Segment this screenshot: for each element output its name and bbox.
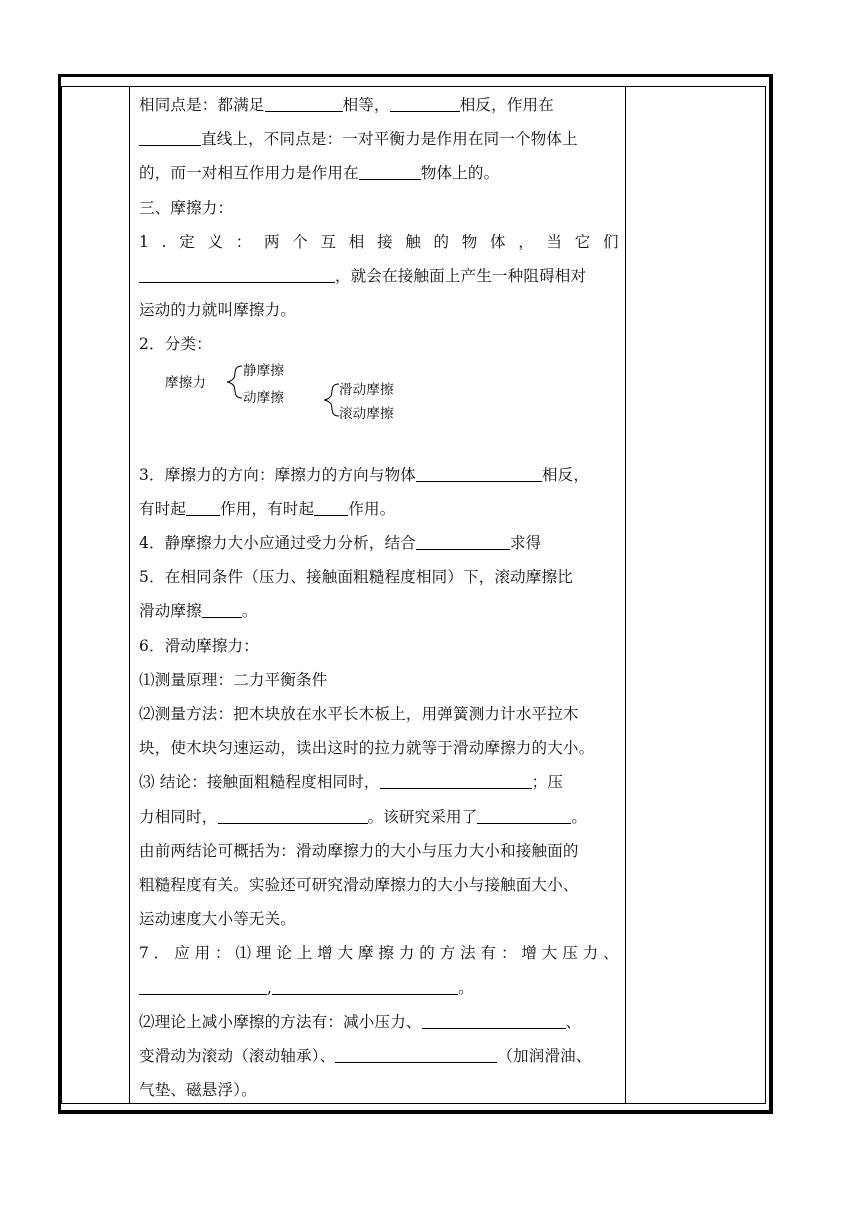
char: . <box>161 232 167 251</box>
line-static-friction <box>139 526 619 560</box>
char: 体 <box>490 232 506 251</box>
fill-blank[interactable] <box>359 161 421 180</box>
text: 相反，作用在 <box>459 96 554 114</box>
line-reduce <box>139 1005 619 1039</box>
diagram-sliding: 滑动摩擦 <box>339 381 394 398</box>
line-interaction <box>139 156 619 190</box>
text: 变滑动为滚动（滚动轴承）、 <box>139 1047 336 1066</box>
column-divider-right <box>625 86 626 1104</box>
line-similarity <box>139 88 619 122</box>
char: 的 <box>419 944 435 963</box>
char: 论 <box>276 944 293 963</box>
line-method: ⑵测量方法：把木块放在水平长木板上，用弹簧测力计水平拉木 <box>139 705 579 724</box>
line-rolling: 5．在相同条件（压力、接触面粗糙程度相同）下，滚动摩擦比 <box>139 568 573 587</box>
line-summary-2: 粗糙程度有关。实验还可研究滑动摩擦力的大小与接触面大小、 <box>139 876 579 895</box>
text: 作用，有时起 <box>220 499 315 518</box>
line-conclusion-2 <box>139 800 619 834</box>
char: 、 <box>603 944 619 963</box>
fill-blank[interactable] <box>416 463 542 482</box>
char: 理 <box>255 944 272 963</box>
text: 、 <box>565 1012 582 1031</box>
text: 相反， <box>541 465 590 484</box>
char: 的 <box>433 232 450 251</box>
text: （加润滑油、 <box>497 1047 592 1066</box>
line-direction-2 <box>139 492 619 526</box>
diagram-dynamic: 动摩擦 <box>243 389 285 406</box>
diagram-rolling: 滚动摩擦 <box>339 405 394 422</box>
worksheet-content <box>139 88 619 1107</box>
fill-blank[interactable] <box>265 93 343 112</box>
text: 。 <box>458 978 474 997</box>
diagram-static: 静摩擦 <box>243 362 285 379</box>
char: 它 <box>574 232 591 251</box>
line-difference <box>139 122 619 156</box>
line-reduce-2 <box>139 1039 619 1073</box>
text: 直线上，不同点是：一对平衡力是作用在同一个物体上 <box>201 130 578 149</box>
line-definition-2 <box>139 259 619 293</box>
diagram-root: 摩擦力 <box>165 374 207 391</box>
line-definition <box>139 225 619 259</box>
char: ， <box>518 232 534 251</box>
text: 求得 <box>509 534 542 553</box>
char: 触 <box>405 232 421 251</box>
text: 。 <box>241 602 258 621</box>
char: ： <box>235 232 252 251</box>
char: 两 <box>264 232 280 251</box>
char: 大 <box>541 944 558 963</box>
text: 。 <box>571 807 588 826</box>
char: 大 <box>337 944 354 963</box>
char: 1 <box>139 232 150 251</box>
fill-blank[interactable] <box>380 770 532 789</box>
text: 3．摩擦力的方向：摩擦力的方向与物体 <box>139 465 416 484</box>
char: 增 <box>521 944 538 963</box>
char: 当 <box>546 232 563 251</box>
text: ⑵理论上减小摩擦的方法有：减小压力、 <box>139 1012 422 1031</box>
char: 个 <box>292 232 308 251</box>
char: 物 <box>461 232 478 251</box>
char: 有 <box>480 944 497 963</box>
char: 擦 <box>378 944 395 963</box>
text: 的，而一对相互作用力是作用在 <box>139 164 359 183</box>
line-summary: 由前两结论可概括为：滑动摩擦力的大小与压力大小和接触面的 <box>139 841 579 860</box>
char: 压 <box>562 944 578 963</box>
fill-blank[interactable] <box>139 127 201 146</box>
fill-blank[interactable] <box>218 805 368 824</box>
classification-diagram <box>139 362 619 458</box>
line-classification: 2．分类： <box>139 335 212 354</box>
text: ，就会在接触面上产生一种阻碍相对 <box>335 267 587 286</box>
line-definition-3: 运动的力就叫摩擦力。 <box>139 301 297 320</box>
char: 定 <box>179 232 195 251</box>
fill-blank[interactable] <box>139 264 335 283</box>
fill-blank[interactable] <box>272 976 458 995</box>
text: 相等， <box>342 96 390 114</box>
char: ． <box>153 944 170 963</box>
text: , <box>267 978 273 997</box>
text: ⑶ 结论：接触面粗糙程度相同时， <box>139 773 380 792</box>
fill-blank[interactable] <box>314 497 348 516</box>
text: ；压 <box>531 773 564 792</box>
line-method-2: 块，使木块匀速运动，读出这时的拉力就等于滑动摩擦力的大小。 <box>139 739 595 758</box>
line-sliding-heading: 6．滑动摩擦力： <box>139 636 259 655</box>
char: 方 <box>439 944 456 963</box>
line-reduce-3: 气垫、磁悬浮）。 <box>139 1081 257 1100</box>
text: 物体上的。 <box>420 164 500 183</box>
fill-blank[interactable] <box>422 1010 566 1029</box>
char: 接 <box>377 232 393 251</box>
char: 义 <box>207 232 224 251</box>
fill-blank[interactable] <box>477 805 571 824</box>
text: 相同点是：都满足 <box>139 96 265 114</box>
char: 增 <box>317 944 333 963</box>
char: 法 <box>460 944 476 963</box>
char: 相 <box>348 232 365 251</box>
char: 上 <box>296 944 313 963</box>
fill-blank[interactable] <box>202 599 242 618</box>
line-summary-3: 运动速度大小等无关。 <box>139 910 297 929</box>
char: 们 <box>603 232 619 251</box>
char: ⑴ <box>235 944 252 963</box>
line-conclusion <box>139 765 619 799</box>
text: 力相同时， <box>139 807 218 826</box>
char: 力 <box>398 944 415 963</box>
text: 4．静摩擦力大小应通过受力分析，结合 <box>139 534 416 553</box>
fill-blank[interactable] <box>390 93 460 112</box>
char: 互 <box>320 232 337 251</box>
column-divider-left <box>129 86 130 1104</box>
line-application <box>139 936 619 970</box>
text: 滑动摩擦 <box>139 602 202 621</box>
char: ： <box>500 944 517 963</box>
line-application-2 <box>139 971 619 1005</box>
fill-blank[interactable] <box>139 976 267 995</box>
char: 摩 <box>358 944 374 963</box>
text: 。该研究采用了 <box>367 807 478 826</box>
line-direction <box>139 458 619 492</box>
char: 7 <box>139 944 150 963</box>
char: ： <box>215 944 231 963</box>
char: 应 <box>174 944 190 963</box>
line-rolling-2 <box>139 594 619 628</box>
char: 力 <box>582 944 599 963</box>
line-principle: ⑴测量原理：二力平衡条件 <box>139 670 328 689</box>
char: 用 <box>194 944 211 963</box>
fill-blank[interactable] <box>416 531 510 550</box>
fill-blank[interactable] <box>186 497 220 516</box>
text: 有时起 <box>139 499 187 518</box>
text: 作用。 <box>348 499 396 518</box>
fill-blank[interactable] <box>335 1044 497 1063</box>
section-heading: 三、摩擦力： <box>139 198 234 217</box>
